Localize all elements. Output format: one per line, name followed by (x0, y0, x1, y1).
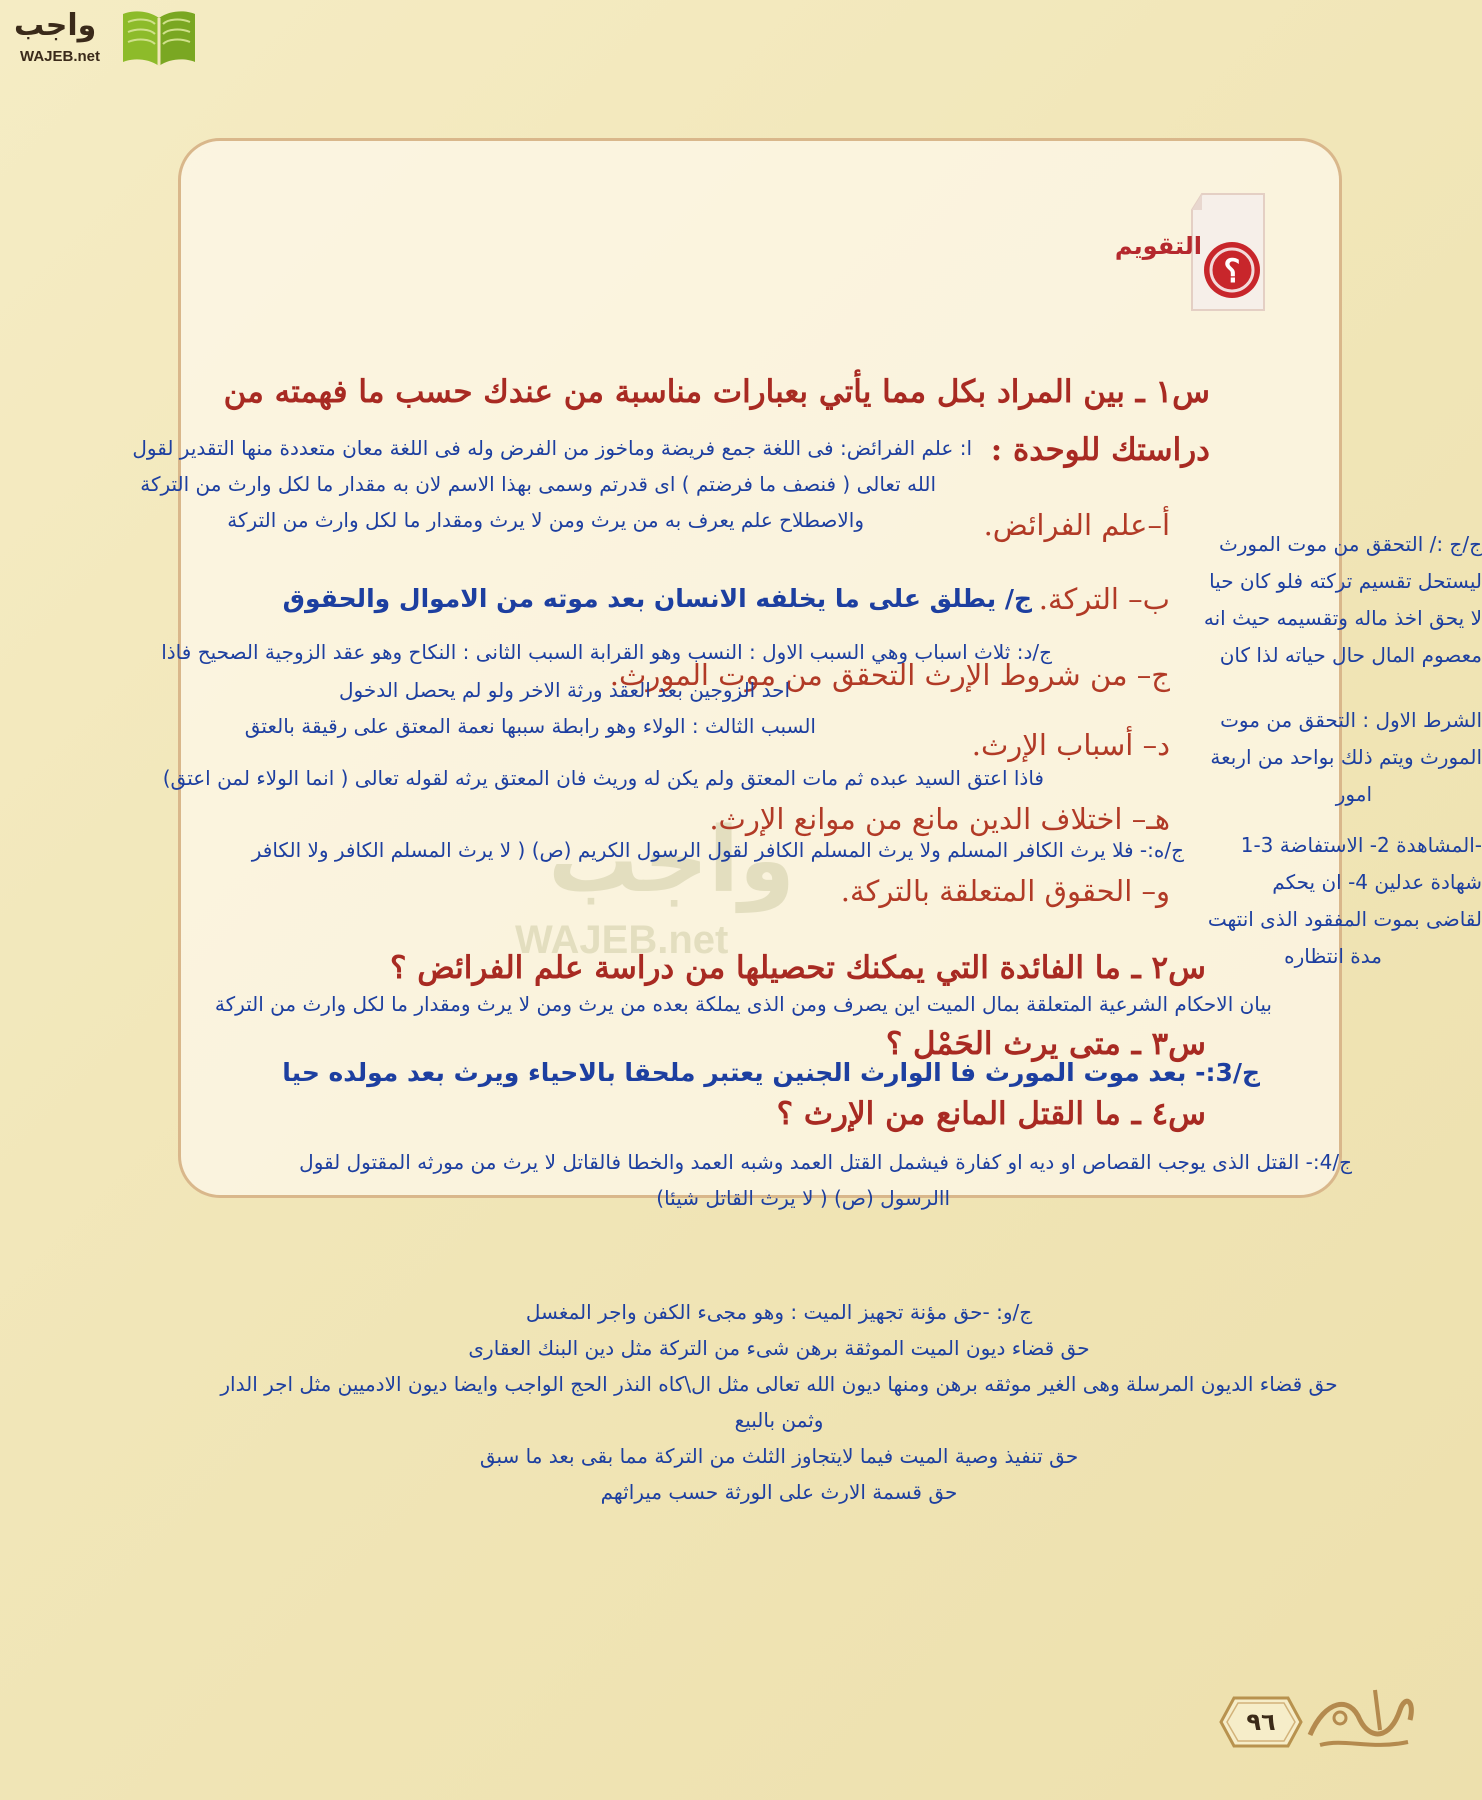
answer-c-line: ج/ج :/ التحقق من موت المورث (1218, 532, 1482, 556)
answer-c-line: معصوم المال حال حياته لذا كان (1219, 643, 1482, 667)
page-number: ٩٦ (1246, 1708, 1276, 1736)
answer-f-line: حق قسمة الارث على الورثة حسب ميراثهم (600, 1480, 958, 1504)
question-2: س٢ ـ ما الفائدة التي يمكنك تحصيلها من دراسة علم الفرائض ؟ (389, 950, 1206, 986)
answer-q3: ج/3:- بعد موت المورث فا الوارث الجنين يعتبر ملحقا بالاحياء ويرث بعد مولده حيا (282, 1058, 1260, 1087)
answer-d-line-2: احد الزوجين بعد العقد ورثة الاخر ولو لم يحصل الدخول (338, 678, 790, 702)
answer-c-line: الشرط الاول : التحقق من موت (1220, 708, 1482, 732)
logo-arabic-text: واجب (14, 8, 97, 43)
answer-f-line: وثمن بالبيع (734, 1408, 824, 1432)
question-1-item-e: هـ– اختلاف الدين مانع من موانع الإرث. (709, 802, 1170, 836)
answer-f-line: حق قضاء ديون الميت الموثقة برهن شىء من التركة مثل دين البنك العقارى (468, 1336, 1090, 1360)
question-4: س٤ ـ ما القتل المانع من الإرث ؟ (776, 1096, 1206, 1132)
question-3: س٣ ـ متى يرث الحَمْل ؟ (885, 1026, 1206, 1062)
answer-d-line-3: السبب الثالث : الولاء وهو رابطة سببها نعمة المعتق على رقيقة بالعتق (244, 714, 816, 738)
answer-a-line-2: الله تعالى ( فنصف ما فرضتم ) اى قدرتم وسمى بهذا الاسم لان به مقدار ما لكل وارث من التركة (140, 472, 936, 496)
answer-f-line: حق تنفيذ وصية الميت فيما لايتجاوز الثلث من التركة مما بقى بعد ما سبق (479, 1444, 1079, 1468)
question-1-line-2: دراستك للوحدة : (990, 432, 1210, 468)
question-1-item-a: أ–علم الفرائض. (983, 508, 1170, 542)
answer-d-line-4: فاذا اعتق السيد عبده ثم مات المعتق ولم يكن له وريث فان المعتق يرثه لقوله تعالى ( انما الولاء لمن اعتق) (162, 766, 1044, 790)
answer-f-line: ج/و: -حق مؤنة تجهيز الميت : وهو مجىء الكفن واجر المغسل (525, 1300, 1033, 1324)
answer-c-line: مدة انتظاره (1284, 944, 1382, 968)
question-1-item-c: ج– من شروط الإرث التحقق من موت المورث. (609, 658, 1170, 692)
answer-q4-line-1: ج/4:- القتل الذى يوجب القصاص او ديه او كفارة فيشمل القتل العمد وشبه العمد والخطا فالقاتل لا يرث من مورثه المقتول لقول (299, 1150, 1352, 1174)
answer-a-line-3: والاصطلاح علم يعرف به من يرث ومن لا يرث ومقدار ما لكل وارث من التركة (227, 508, 864, 532)
answer-q2: بيان الاحكام الشرعية المتعلقة بمال الميت اين يصرف ومن الذى يملكة بعده من يرث ومن لا يرث ومقدار ما لكل وارث من التركة (214, 992, 1272, 1016)
section-title: التقويم (1114, 232, 1202, 260)
answer-f-line: حق قضاء الديون المرسلة وهى الغير موثقه برهن ومنها ديون الله تعالى مثل ال\كاه النذر الحج الواجب وايضا ديون الادميين مثل اجر الدار (220, 1372, 1338, 1396)
answer-e: ج/ه:- فلا يرث الكافر المسلم ولا يرث المسلم الكافر لقول الرسول الكريم (ص) ( لا يرث المسلم الكافر ولا الكافر (251, 838, 1184, 862)
answer-c-line: لا يحق اخذ ماله وتقسيمه حيث انه (1203, 606, 1482, 630)
book-icon (120, 8, 198, 68)
svg-text:؟: ؟ (1223, 252, 1241, 290)
answer-d-line-1: ج/د: ثلاث اسباب وهي السبب الاول : النسب وهو القرابة السبب الثانى : النكاح وهو عقد الزوجية الصحيح فاذا (161, 640, 1052, 664)
question-1-item-d: د– أسباب الإرث. (971, 728, 1170, 762)
question-1-line-1: س١ ـ بين المراد بكل مما يأتي بعبارات مناسبة من عندك حسب ما فهمته من (223, 374, 1210, 410)
answer-c-line: لقاضى بموت المفقود الذى انتهت (1207, 907, 1482, 931)
watermark-latin: WAJEB.net (515, 918, 729, 962)
answer-f-block (150, 1294, 1408, 1510)
question-1-item-b: ب– التركة. (1038, 582, 1170, 616)
logo-latin-text: WAJEB.net (20, 48, 101, 65)
answer-c-side-notes (1162, 526, 1482, 975)
answer-b: ج/ يطلق على ما يخلفه الانسان بعد موته من الاموال والحقوق (282, 584, 1032, 613)
answer-c-line: ليستحل تقسيم تركته فلو كان حيا (1209, 569, 1482, 593)
answer-c-line: المورث ويتم ذلك بواحد من اربعة (1210, 745, 1482, 769)
answer-c-line (1162, 813, 1482, 827)
answer-c-line: شهادة عدلين 4- ان يحكم (1272, 870, 1482, 894)
answer-c-line: امور (1335, 782, 1372, 806)
question-1-item-f: و– الحقوق المتعلقة بالتركة. (840, 874, 1170, 908)
calligraphy-ornament (1300, 1680, 1420, 1760)
wajeb-logo[interactable] (10, 6, 190, 68)
answer-c-line: -المشاهدة 2- الاستفاضة 3-1 (1240, 833, 1482, 857)
answer-q4-line-2: االرسول (ص) ( لا يرث القاتل شيئا) (656, 1186, 950, 1210)
watermark-arabic: واجب (548, 808, 795, 913)
answer-c-line (1162, 674, 1482, 702)
answer-a-line-1: ا: علم الفرائض: فى اللغة جمع فريضة وماخوز من الفرض وله فى اللغة معان متعددة منها التقدير لقول (132, 436, 972, 460)
